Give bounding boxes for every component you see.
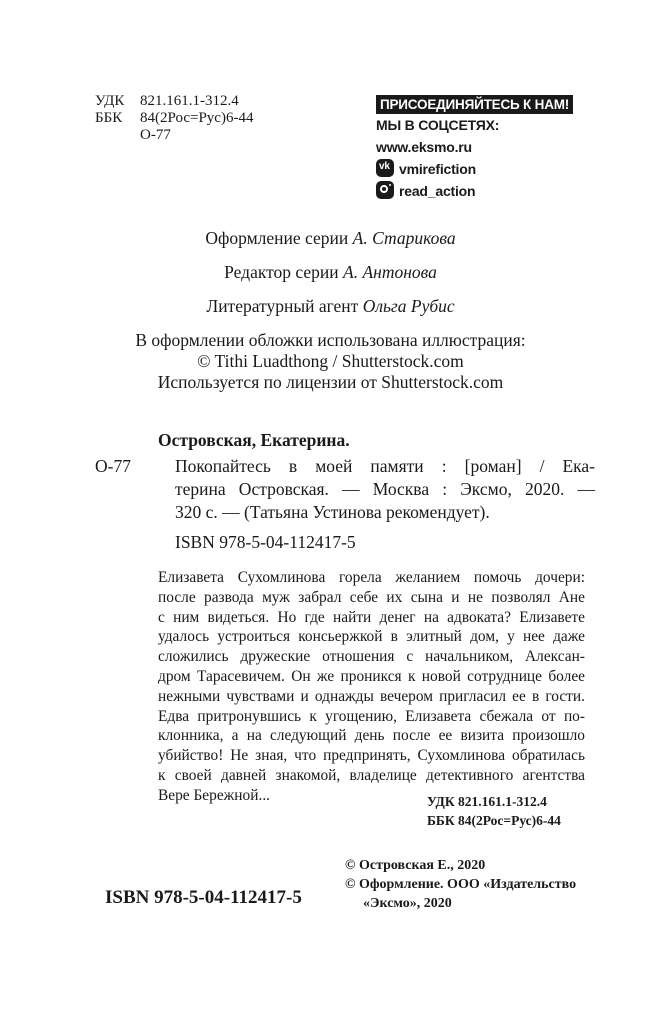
annotation-line: к своей давней знакомой, владелице детективного агентства	[158, 766, 585, 784]
udk-code: 821.161.1-312.4	[140, 93, 239, 109]
annotation-line: удалось устроиться консьержкой в элитный дом, у нее даже	[158, 628, 585, 646]
bbk-code: 84(2Рос=Рус)6-44	[140, 110, 254, 126]
social-banner: ПРИСОЕДИНЯЙТЕСЬ К НАМ!	[376, 95, 573, 114]
annotation	[158, 568, 585, 806]
copyright-line: © Островская Е., 2020	[345, 858, 486, 873]
annotation-line: дром Тарасевичем. Он же проникся к новой сотруднице более	[158, 667, 585, 685]
classification-codes	[95, 93, 253, 144]
bottom-codes	[427, 792, 561, 830]
website-link[interactable]: www.eksmo.ru	[376, 139, 472, 155]
bbk-label: ББК	[95, 110, 123, 126]
instagram-handle: read_action	[399, 183, 476, 199]
author-mark: О-77	[140, 127, 171, 143]
catalog-description-cont	[175, 478, 595, 524]
credit-role: Литературный агент	[206, 296, 359, 316]
copyright-line: © Оформление. ООО «Издательство	[345, 877, 577, 892]
copyright-block	[345, 856, 576, 913]
annotation-line: убийство! Не зная, что предпринять, Сухомлинова обратилась	[158, 747, 585, 765]
catalog-isbn: ISBN 978-5-04-112417-5	[175, 532, 356, 552]
credit-series-editor	[0, 262, 661, 283]
catalog-entry	[95, 455, 595, 524]
bottom-bbk: ББК 84(2Рос=Рус)6-44	[427, 813, 561, 828]
catalog-code: О-77	[95, 456, 131, 476]
cover-note-line: Используется по лицензии от Shutterstock.com	[157, 372, 504, 392]
isbn-main: ISBN 978-5-04-112417-5	[105, 887, 302, 908]
credit-role: Оформление серии	[205, 228, 349, 248]
catalog-description	[175, 455, 595, 478]
vk-handle: vmirefiction	[399, 161, 476, 177]
udk-row	[95, 93, 253, 110]
vk-link[interactable]	[376, 158, 573, 180]
social-block	[376, 95, 573, 202]
annotation-line: с ним видеться. Но где найти денег на адвоката? Елизавете	[158, 608, 585, 626]
annotation-line: Елизавета Сухомлинова горела желанием помочь дочери:	[158, 569, 585, 586]
annotation-line: клонника, а на следующий день после ее визита произошло	[158, 727, 585, 745]
catalog-line: терина Островская. — Москва : Эксмо, 2020. —	[175, 479, 595, 499]
cover-note	[0, 330, 661, 393]
instagram-link[interactable]	[376, 180, 573, 202]
vk-icon	[376, 159, 394, 177]
annotation-line: Едва притронувшись к угощению, Елизавета сбежала от по-	[158, 707, 585, 725]
bbk-row	[95, 110, 253, 127]
udk-label: УДК	[95, 93, 125, 109]
bottom-udk: УДК 821.161.1-312.4	[427, 794, 547, 809]
credit-literary-agent	[0, 296, 661, 317]
catalog-author: Островская, Екатерина.	[158, 430, 350, 450]
catalog-line: Покопайтесь в моей памяти : [роман] / Ека-	[175, 456, 595, 476]
credit-name: Ольга Рубис	[362, 296, 455, 316]
annotation-line: сложились дружеские отношения с начальником, Алексан-	[158, 648, 585, 666]
credit-name: А. Антонова	[343, 262, 437, 282]
annotation-line: после развода муж забрал себе их сына и не позволял Ане	[158, 588, 585, 606]
cover-note-line: © Tithi Luadthong / Shutterstock.com	[197, 351, 464, 371]
social-subtitle: МЫ В СОЦСЕТЯХ:	[376, 117, 500, 133]
catalog-line: 320 с. — (Татьяна Устинова рекомендует).	[175, 502, 490, 522]
copyright-line: «Эксмо», 2020	[363, 896, 452, 911]
credit-series-design	[0, 228, 661, 249]
cover-note-line: В оформлении обложки использована иллюстрация:	[135, 330, 526, 350]
annotation-line: нежными чувствами и однажды вечером пригласил ее в гости.	[158, 687, 585, 705]
credit-name: А. Старикова	[352, 228, 456, 248]
annotation-line: Вере Бережной...	[158, 786, 271, 804]
instagram-icon	[376, 181, 394, 199]
credit-role: Редактор серии	[224, 262, 339, 282]
